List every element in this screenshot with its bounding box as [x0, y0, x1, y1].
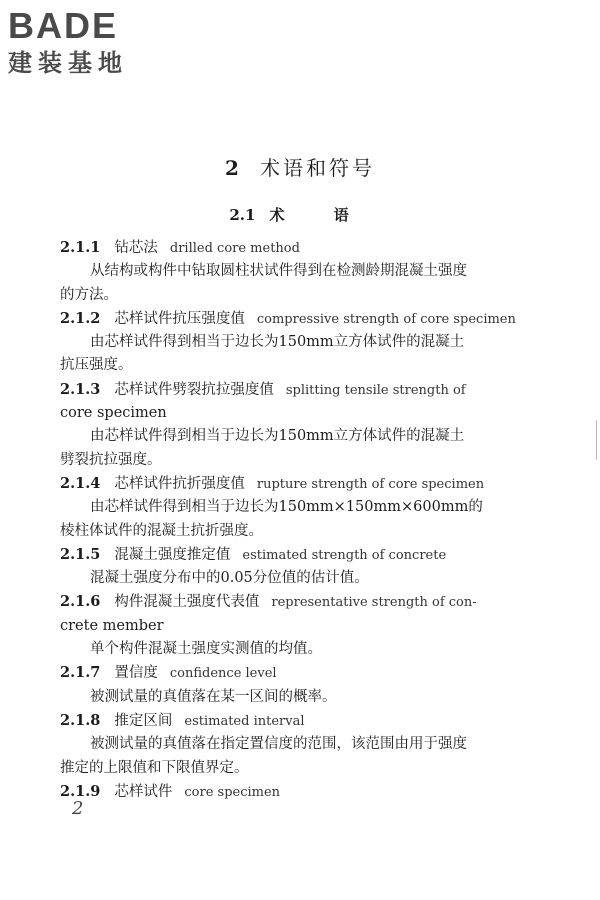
term-heading: [60, 236, 528, 260]
term-number: 2.1.1: [60, 239, 101, 256]
term-definition-line: 的方法。: [60, 286, 118, 303]
term-cn: 推定区间: [114, 712, 173, 729]
term-cn: 混凝土强度推定值: [114, 546, 231, 563]
term-cn: 构件混凝土强度代表值: [114, 594, 260, 611]
term-number: 2.1.6: [60, 593, 101, 611]
term-definition-line: 从结构或构件中钻取圆柱状试件得到在检测龄期混凝土强度: [90, 263, 467, 280]
term-cn: 芯样试件抗压强度值: [114, 310, 245, 327]
term-heading: [60, 307, 528, 331]
term-heading: [60, 709, 528, 733]
term-en: estimated interval: [184, 713, 305, 729]
term-en: core specimen: [184, 784, 281, 800]
term-definition-line: 棱柱体试件的混凝土抗折强度。: [60, 522, 263, 539]
term-definition-line: 劈裂抗拉强度。: [60, 451, 162, 468]
term-cn: 钻芯法: [114, 240, 158, 256]
term-heading: [60, 543, 528, 567]
term-en-cont: crete member: [60, 617, 164, 634]
logo-text-cn: 建装基地: [8, 49, 128, 77]
term-cn: 芯样试件劈裂抗拉强度值: [114, 381, 274, 398]
term-heading: [60, 661, 528, 685]
term-heading: [60, 780, 528, 804]
section-title: [0, 204, 600, 225]
term-number: 2.1.9: [60, 782, 101, 800]
term-definition-line: 单个构件混凝土强度实测值的均值。: [90, 641, 322, 658]
term-heading: [60, 378, 528, 402]
term-definition-line: 由芯样试件得到相当于边长为150mm立方体试件的混凝土: [90, 334, 465, 351]
site-logo: [8, 6, 178, 78]
term-en: compressive strength of core specimen: [256, 311, 516, 327]
term-number: 2.1.4: [60, 474, 101, 492]
term-en: rupture strength of core specimen: [256, 476, 485, 492]
term-en: estimated strength of concrete: [242, 547, 447, 563]
chapter-title: [0, 152, 600, 181]
term-en-continued: [60, 615, 528, 638]
page-number: 2: [72, 798, 84, 819]
term-number: 2.1.5: [60, 545, 101, 563]
section-title-text: 术 语: [269, 206, 371, 224]
term-en-continued: [60, 402, 528, 425]
section-number: 2.1: [229, 206, 256, 224]
term-definition-line: 被测试量的真值落在某一区间的概率。: [90, 688, 337, 705]
term-definition-line: 被测试量的真值落在指定置信度的范围，该范围由用于强度: [90, 736, 467, 753]
term-en-cont: core specimen: [60, 405, 167, 422]
scan-margin-mark: [596, 420, 597, 460]
term-en: representative strength of con-: [271, 595, 477, 611]
term-heading: [60, 590, 528, 614]
term-definition-line: 由芯样试件得到相当于边长为150mm立方体试件的混凝土: [90, 428, 465, 445]
term-number: 2.1.7: [60, 664, 101, 682]
term-en: confidence level: [169, 666, 277, 682]
term-en: drilled core method: [169, 241, 300, 256]
terms-content: [60, 236, 528, 804]
term-definition-line: 由芯样试件得到相当于边长为150mm×150mm×600mm的: [90, 499, 483, 516]
term-en: splitting tensile strength of: [285, 382, 466, 398]
chapter-number: 2: [225, 156, 242, 180]
term-cn: 芯样试件: [114, 783, 173, 800]
term-heading: [60, 472, 528, 496]
term-number: 2.1.3: [60, 380, 101, 398]
term-definition-line: 推定的上限值和下限值界定。: [60, 759, 249, 776]
chapter-title-text: 术语和符号: [259, 156, 375, 180]
term-definition-line: 混凝土强度分布中的0.05分位值的估计值。: [90, 570, 369, 587]
term-number: 2.1.2: [60, 309, 101, 327]
term-cn: 置信度: [114, 665, 158, 682]
term-cn: 芯样试件抗折强度值: [114, 475, 245, 492]
term-number: 2.1.8: [60, 711, 101, 729]
term-definition-line: 抗压强度。: [60, 357, 133, 374]
logo-text-en: BADE: [8, 5, 119, 46]
